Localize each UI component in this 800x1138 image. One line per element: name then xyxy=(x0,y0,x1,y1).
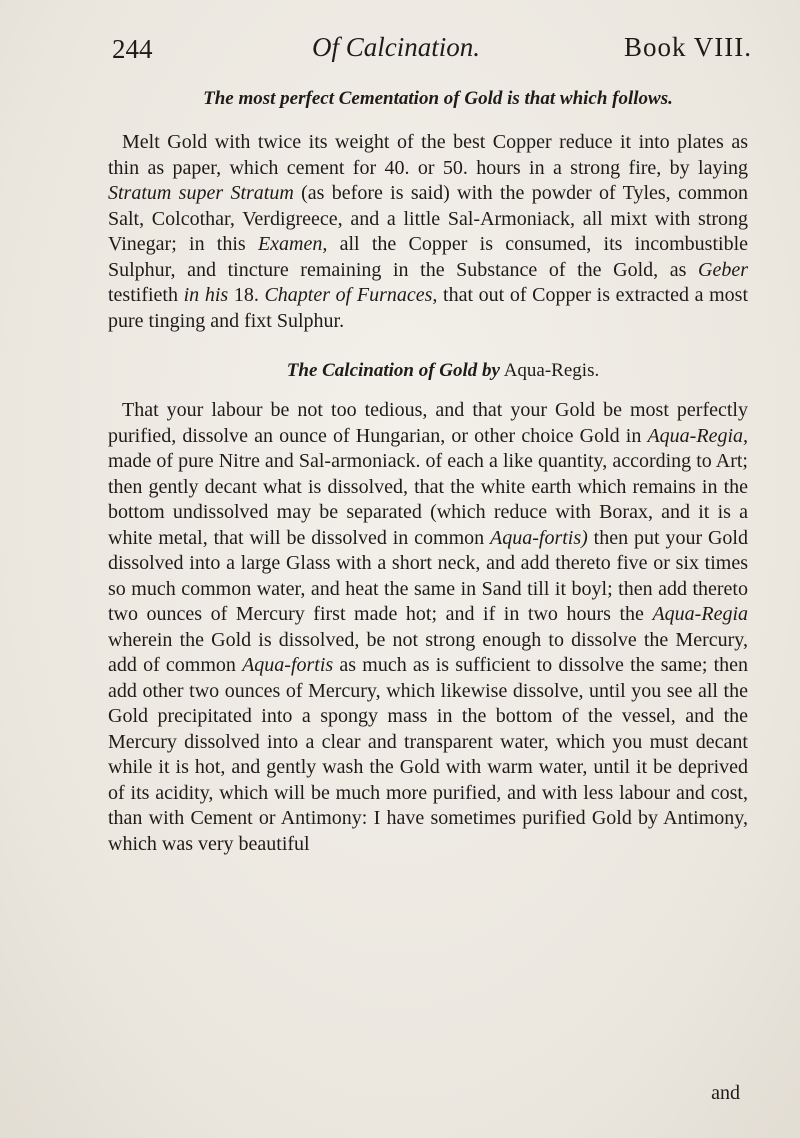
paragraph-cementation: Melt Gold with twice its weight of the best Copper reduce it into plates as thin as paper, which cement for 40. or 50. hours in a strong fire, by laying Stratum super Stratum (as before is said) with the powder of Tyles, common Salt, Colcothar, Verdigreece, and a little Sal-Armoniack, all mixt with strong Vinegar; in this Examen, all the Copper is consumed, its incombustible Sulphur, and tincture remaining in the Substance of the Gold, as Geber testifieth in his 18. Chapter of Furnaces, that out of Copper is extracted a most pure tinging and fixt Sulphur. xyxy=(108,131,748,332)
book-label: Book VIII. xyxy=(624,32,752,62)
running-head xyxy=(112,30,752,70)
page-content xyxy=(108,88,748,857)
running-title: Of Calcination. xyxy=(312,32,480,62)
page-number: 244 xyxy=(112,34,153,64)
section-heading-cementation: The most perfect Cementation of Gold is that which follows. xyxy=(203,88,673,109)
paragraph-aqua-regis: That your labour be not too tedious, and that your Gold be most perfectly purified, dissolve an ounce of Hungarian, or other choice Gold in Aqua-Regia, made of pure Nitre and Sal-armoniack. of each a like quantity, according to Art; then gently decant what is dissolved, that the white earth which remains in the bottom undissolved may be separated (which reduce with Borax, and it is a white metal, that will be dissolved in common Aqua-fortis) then put your Gold dissolved into a large Glass with a short neck, and add thereto five or six times so much common water, and heat the same in Sand till it boyl; then add thereto two ounces of Mercury first made hot; and if in two hours the Aqua-Regia wherein the Gold is dissolved, be not strong enough to dissolve the Mercury, add of common Aqua-fortis as much as is sufficient to dissolve the same; then add other two ounces of Mercury, which likewise dissolve, until you see all the Gold precipitated into a spongy mass in the bottom of the vessel, and the Mercury dissolved into a clear and transparent water, which you must decant while it is hot, and gently wash the Gold with warm water, until it be deprived of its acidity, which will be much more purified, and with less labour and cost, than with Cement or Antimony: I have sometimes purified Gold by Antimony, which was very beautiful xyxy=(108,399,748,855)
catchword: and xyxy=(711,1082,740,1104)
section-heading-aqua-regis: The Calcination of Gold by Aqua-Regis. xyxy=(286,360,600,381)
